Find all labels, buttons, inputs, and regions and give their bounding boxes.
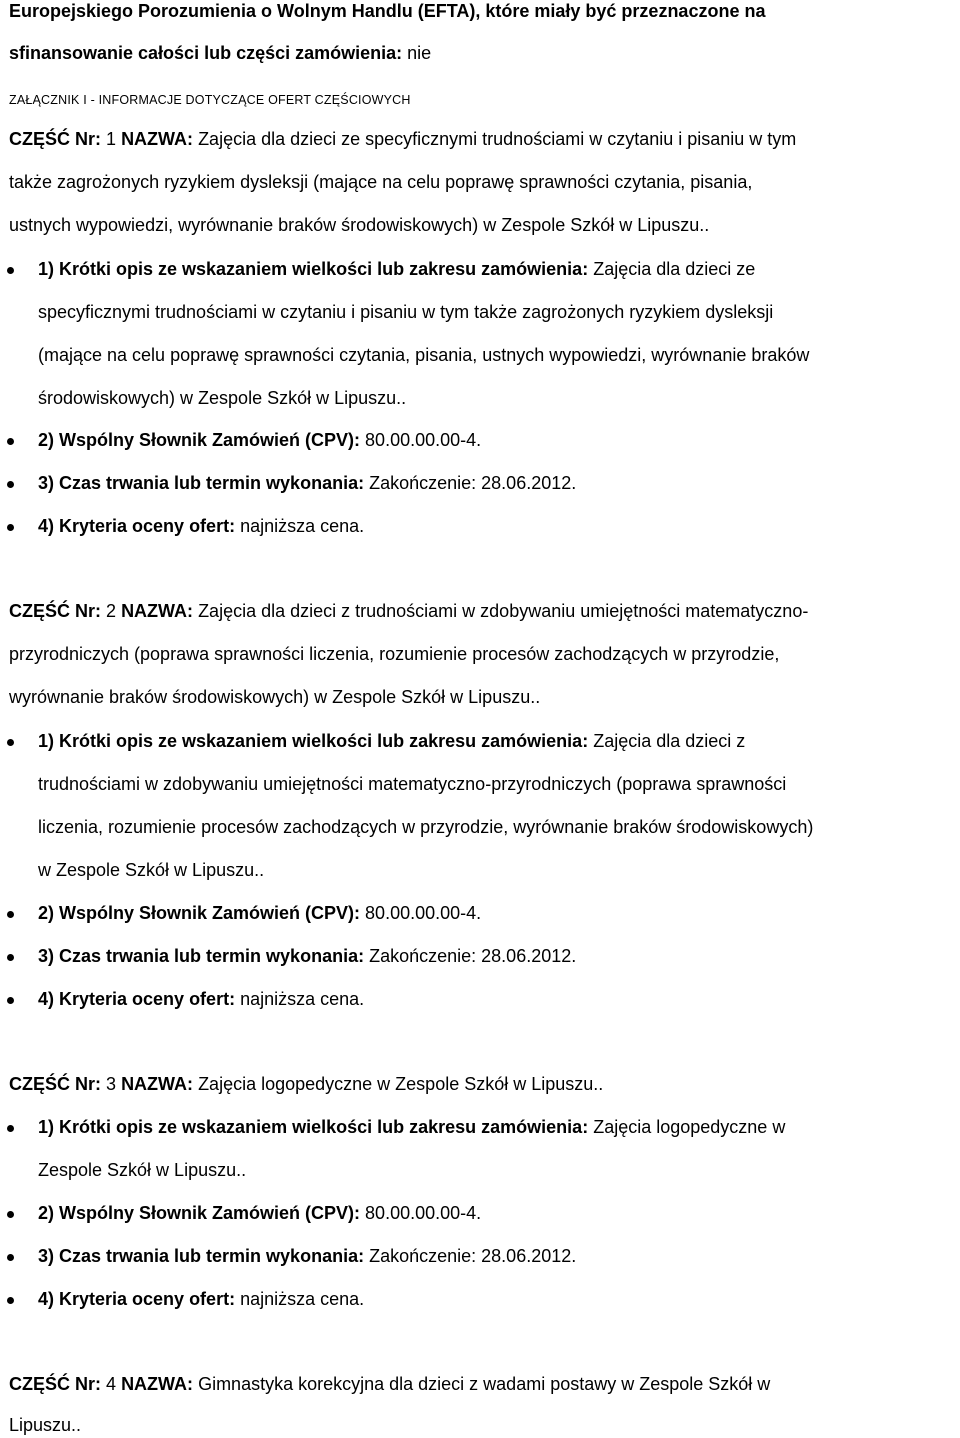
- part-label: CZĘŚĆ Nr:: [9, 1074, 102, 1094]
- bullet: [7, 1254, 14, 1261]
- bullet: [7, 1211, 14, 1218]
- name-label: NAZWA:: [121, 129, 194, 149]
- part-name-line: Zajęcia dla dzieci ze specyficznymi trudnościami w czytaniu i pisaniu w tym: [198, 129, 797, 149]
- part-1-time: [38, 472, 576, 494]
- part-2-cpv: [38, 902, 481, 924]
- time-value: Zakończenie: 28.06.2012.: [369, 1246, 577, 1266]
- desc-label: 1) Krótki opis ze wskazaniem wielkości lub zakresu zamówienia:: [38, 259, 589, 279]
- part-number: 4: [106, 1374, 117, 1394]
- cpv-label: 2) Wspólny Słownik Zamówień (CPV):: [38, 430, 361, 450]
- criteria-label: 4) Kryteria oceny ofert:: [38, 1289, 236, 1309]
- part-2-desc-line-4: w Zespole Szkół w Lipuszu..: [38, 860, 265, 880]
- desc-text: Zajęcia dla dzieci ze: [593, 259, 756, 279]
- part-name-line: Gimnastyka korekcyjna dla dzieci z wadami postawy w Zespole Szkół w: [198, 1374, 771, 1394]
- intro-label: sfinansowanie całości lub części zamówienia:: [9, 43, 403, 63]
- part-4-header: [9, 1373, 770, 1395]
- time-value: Zakończenie: 28.06.2012.: [369, 473, 577, 493]
- part-label: CZĘŚĆ Nr:: [9, 601, 102, 621]
- part-1-name-line-2: także zagrożonych ryzykiem dysleksji (mające na celu poprawę sprawności czytania, pisania,: [9, 172, 753, 192]
- part-name-line: Zajęcia logopedyczne w Zespole Szkół w Lipuszu..: [198, 1074, 604, 1094]
- part-1-name-line-3: ustnych wypowiedzi, wyrównanie braków środowiskowych) w Zespole Szkół w Lipuszu..: [9, 215, 710, 235]
- part-2-desc-line-3: liczenia, rozumienie procesów zachodzących w przyrodzie, wyrównanie braków środowiskowych): [38, 817, 814, 837]
- part-3-cpv: [38, 1202, 481, 1224]
- part-name-line: Zajęcia dla dzieci z trudnościami w zdobywaniu umiejętności matematyczno-: [198, 601, 809, 621]
- part-1-desc: [38, 258, 755, 280]
- time-label: 3) Czas trwania lub termin wykonania:: [38, 1246, 365, 1266]
- part-number: 3: [106, 1074, 117, 1094]
- part-3-desc: [38, 1116, 785, 1138]
- bullet: [7, 911, 14, 918]
- part-2-time: [38, 945, 576, 967]
- part-2-desc: [38, 730, 745, 752]
- intro-value: nie: [407, 43, 432, 63]
- intro-line-1: Europejskiego Porozumienia o Wolnym Handlu (EFTA), które miały być przeznaczone na: [9, 1, 766, 21]
- part-1-header: [9, 128, 796, 150]
- criteria-value: najniższa cena.: [240, 1289, 365, 1309]
- part-3-criteria: [38, 1288, 364, 1310]
- criteria-value: najniższa cena.: [240, 516, 365, 536]
- part-2-name-line-2: przyrodniczych (poprawa sprawności liczenia, rozumienie procesów zachodzących w przyrodzie,: [9, 644, 780, 664]
- part-label: CZĘŚĆ Nr:: [9, 129, 102, 149]
- cpv-value: 80.00.00.00-4.: [365, 430, 482, 450]
- criteria-label: 4) Kryteria oceny ofert:: [38, 989, 236, 1009]
- name-label: NAZWA:: [121, 1074, 194, 1094]
- part-1-desc-line-2: specyficznymi trudnościami w czytaniu i pisaniu w tym także zagrożonych ryzykiem dysleksji: [38, 302, 774, 322]
- bullet: [7, 267, 14, 274]
- time-value: Zakończenie: 28.06.2012.: [369, 946, 577, 966]
- desc-label: 1) Krótki opis ze wskazaniem wielkości lub zakresu zamówienia:: [38, 731, 589, 751]
- bullet: [7, 997, 14, 1004]
- name-label: NAZWA:: [121, 1374, 194, 1394]
- part-2-criteria: [38, 988, 364, 1010]
- desc-label: 1) Krótki opis ze wskazaniem wielkości lub zakresu zamówienia:: [38, 1117, 589, 1137]
- bullet: [7, 438, 14, 445]
- part-2-desc-line-2: trudnościami w zdobywaniu umiejętności matematyczno-przyrodniczych (poprawa sprawności: [38, 774, 787, 794]
- part-3-header: [9, 1073, 603, 1095]
- part-3-time: [38, 1245, 576, 1267]
- cpv-label: 2) Wspólny Słownik Zamówień (CPV):: [38, 1203, 361, 1223]
- time-label: 3) Czas trwania lub termin wykonania:: [38, 946, 365, 966]
- bullet: [7, 1125, 14, 1132]
- part-label: CZĘŚĆ Nr:: [9, 1374, 102, 1394]
- time-label: 3) Czas trwania lub termin wykonania:: [38, 473, 365, 493]
- bullet: [7, 1297, 14, 1304]
- criteria-value: najniższa cena.: [240, 989, 365, 1009]
- part-4-name-line-2: Lipuszu..: [9, 1415, 82, 1435]
- part-1-cpv: [38, 429, 481, 451]
- name-label: NAZWA:: [121, 601, 194, 621]
- desc-text: Zajęcia logopedyczne w: [593, 1117, 786, 1137]
- part-number: 1: [106, 129, 117, 149]
- criteria-label: 4) Kryteria oceny ofert:: [38, 516, 236, 536]
- cpv-label: 2) Wspólny Słownik Zamówień (CPV):: [38, 903, 361, 923]
- part-3-desc-line-2: Zespole Szkół w Lipuszu..: [38, 1160, 247, 1180]
- bullet: [7, 739, 14, 746]
- cpv-value: 80.00.00.00-4.: [365, 903, 482, 923]
- part-1-desc-line-3: (mające na celu poprawę sprawności czytania, pisania, ustnych wypowiedzi, wyrównanie braków: [38, 345, 810, 365]
- annex-title: ZAŁĄCZNIK I - INFORMACJE DOTYCZĄCE OFERT CZĘŚCIOWYCH: [9, 93, 411, 107]
- bullet: [7, 481, 14, 488]
- bullet: [7, 524, 14, 531]
- bullet: [7, 954, 14, 961]
- part-2-name-line-3: wyrównanie braków środowiskowych) w Zespole Szkół w Lipuszu..: [9, 687, 541, 707]
- part-number: 2: [106, 601, 117, 621]
- part-2-header: [9, 600, 808, 622]
- part-1-criteria: [38, 515, 364, 537]
- cpv-value: 80.00.00.00-4.: [365, 1203, 482, 1223]
- desc-text: Zajęcia dla dzieci z: [593, 731, 746, 751]
- intro-line-2: [9, 42, 431, 64]
- part-1-desc-line-4: środowiskowych) w Zespole Szkół w Lipuszu..: [38, 388, 407, 408]
